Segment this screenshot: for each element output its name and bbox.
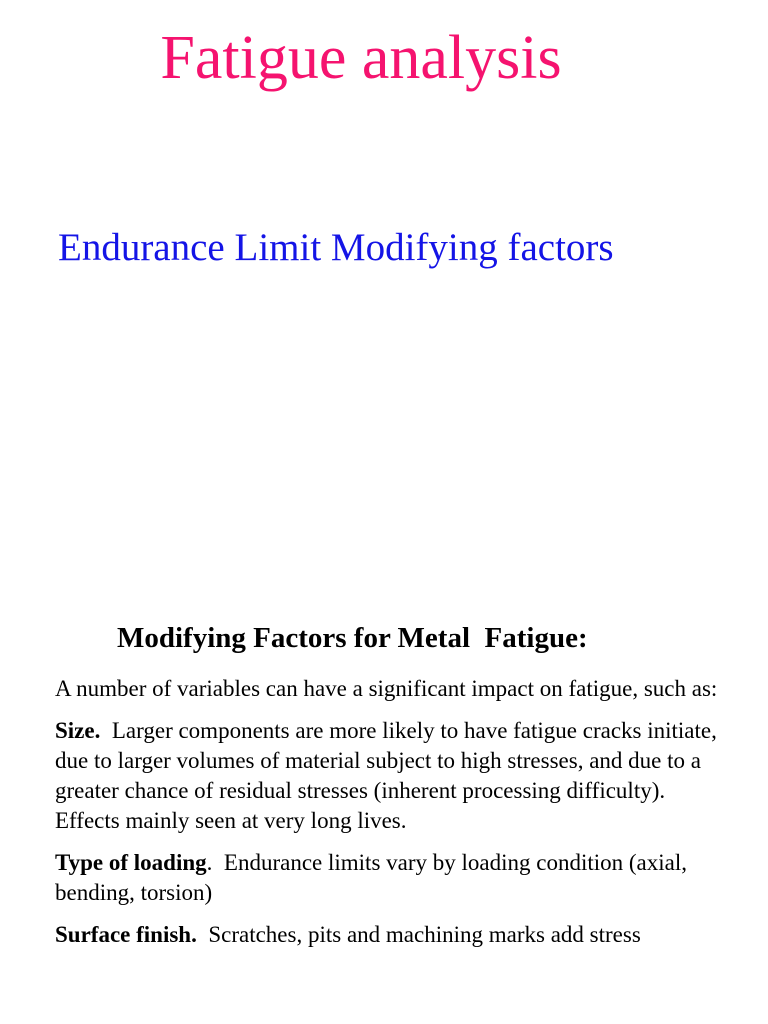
factor-size-text: Larger components are more likely to have fatigue cracks initiate, due to larger volumes of material subject to high stresses, and due to a greater chance of residual stresses (inherent processing difficulty). Effects mainly seen at very long lives.	[55, 718, 723, 833]
factor-loading-text: . Endurance limits vary by loading condition (axial, bending, torsion)	[55, 850, 693, 905]
page-subtitle: Endurance Limit Modifying factors	[58, 226, 614, 269]
modifying-factors-section	[55, 618, 735, 962]
factor-loading	[55, 848, 735, 908]
intro-paragraph: A number of variables can have a significant impact on fatigue, such as:	[55, 676, 718, 701]
factor-loading-term: Type of loading	[55, 850, 207, 875]
factor-surface-text: Scratches, pits and machining marks add stress	[208, 922, 641, 947]
factor-surface-term: Surface finish.	[55, 922, 197, 947]
page-title: Fatigue analysis	[160, 24, 562, 92]
factor-size	[55, 716, 735, 836]
factor-surface-finish	[55, 920, 735, 950]
section-heading: Modifying Factors for Metal Fatigue:	[117, 622, 588, 654]
factor-size-term: Size.	[55, 718, 101, 743]
